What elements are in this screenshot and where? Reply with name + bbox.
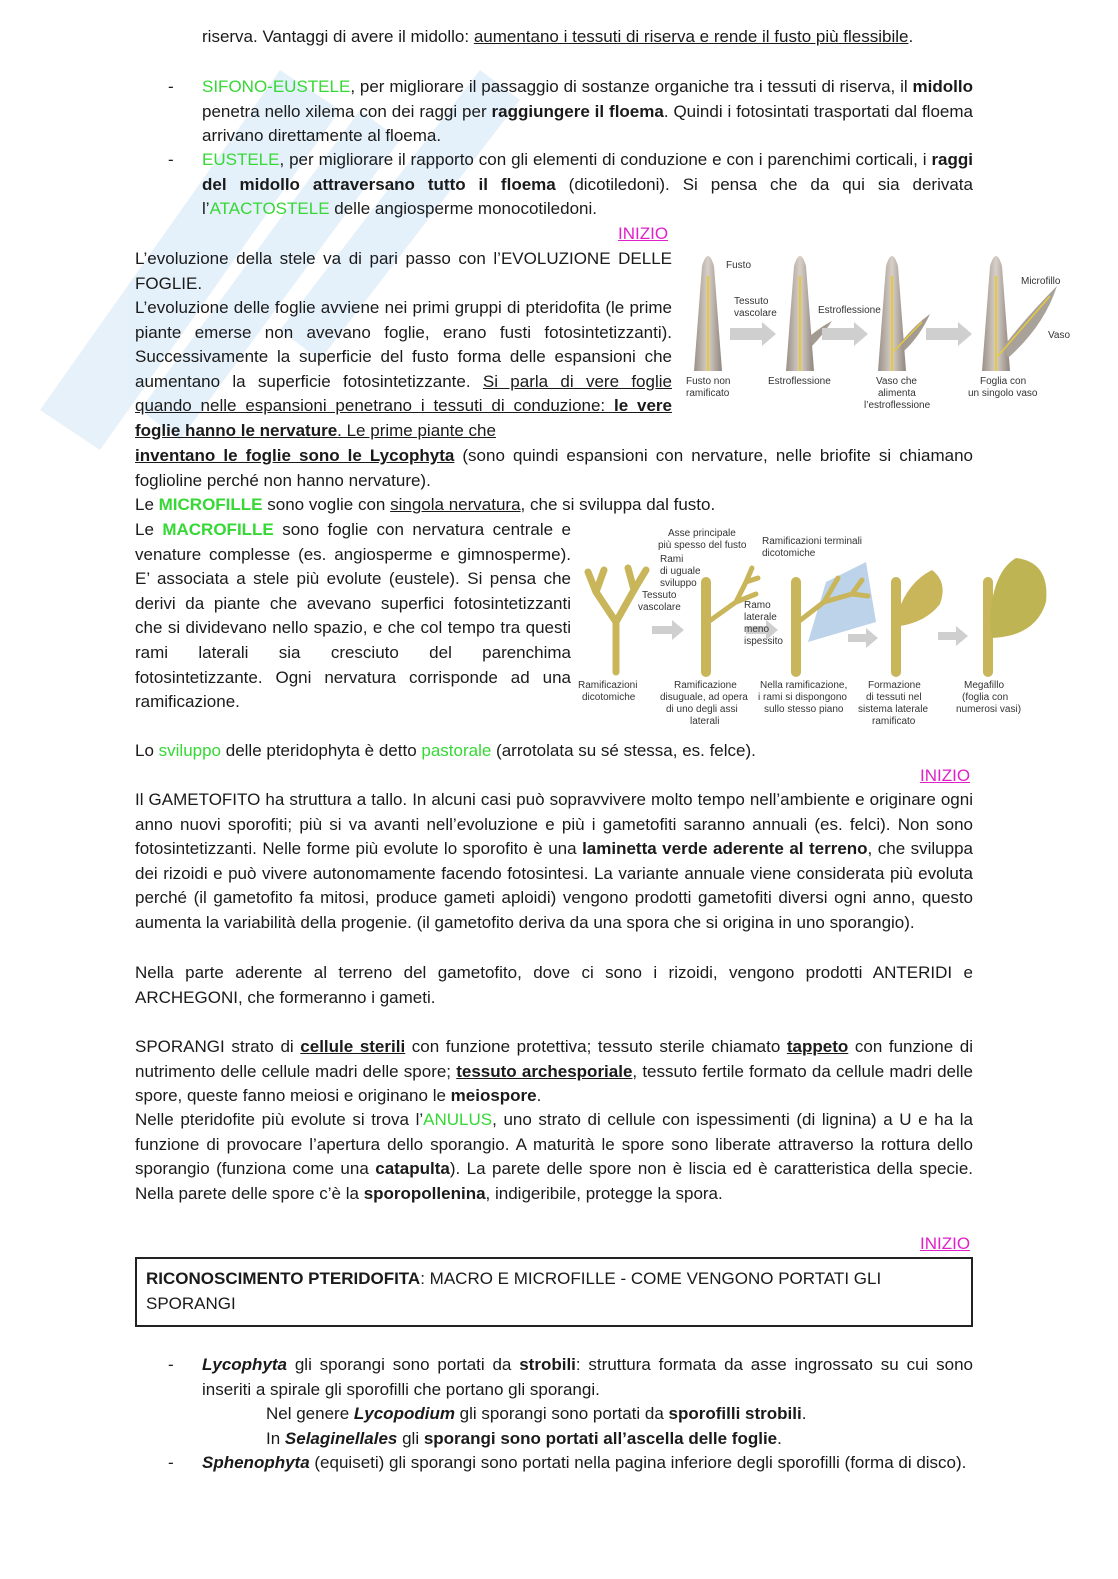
svg-text:ramificato: ramificato [686, 388, 730, 399]
svg-text:sistema laterale: sistema laterale [858, 704, 929, 715]
gametofito-paragraph: Il GAMETOFITO ha struttura a tallo. In alcuni casi può sopravvivere molto tempo nell’ambiente e originare ogni anno nuovi sporofiti; più si va avanti nell’evoluzione e più i gametofiti saranno annuali (es. felci). Non sono fotosintetizzanti. Nelle forme più evolute lo sporofito è una laminetta verde aderente al terreno, che sviluppa dei rizoidi e può vivere autonomamente facendo fotosintesi. La variante annuale viene considerata più evoluta perché (il gametofito fa mitosi, produce gameti aploidi) vengono prodotti gametofiti diversi ogni anno, questo aumenta la variabilità della progenie. (il gametofito deriva da una spora che si origina in uno sporangio). [135, 790, 973, 932]
svg-text:vascolare: vascolare [734, 308, 777, 319]
svg-text:meno: meno [744, 624, 770, 635]
stem-shape [988, 558, 1046, 672]
stem-shape [896, 570, 943, 672]
macrofille-paragraph: Le MACROFILLE sono foglie con nervatura centrale e venature complesse (es. angiosperme e gimnosperme). E’ associata a stele più evolute (eustele). Si pensa che derivi da piante che avevano superfici fotosintetizzanti che si dividevano nello spazio, e che col tempo tra questi rami laterali sia cresciuto del parenchima fotosintetizzante. Ogni nervatura corrisponde ad una ramificazione. [135, 520, 571, 712]
microfillo-figure [682, 246, 1074, 416]
svg-text:laterale: laterale [744, 612, 777, 623]
svg-text:Ramificazione: Ramificazione [674, 680, 737, 691]
svg-text:Foglia con: Foglia con [980, 376, 1027, 387]
inizio-link[interactable]: INIZIO [920, 766, 971, 785]
evolution-paragraph-2: L’evoluzione delle foglie avviene nei primi gruppi di pteridofita (le prime piante emerse non avevano foglie, erano fusti fotosintetizzanti). Successivamente la superficie del fusto forma delle espansioni che aumentano la superficie fotosintetizzante. Si parla di vere foglie quando nelle espansioni penetrano i tessuti di conduzione: le vere foglie hanno le nervature. Le prime piante che [135, 298, 672, 440]
svg-text:ispessito: ispessito [744, 636, 783, 647]
svg-text:ramificato: ramificato [872, 716, 916, 726]
svg-text:un singolo vaso: un singolo vaso [968, 388, 1038, 399]
svg-text:Megafillo: Megafillo [964, 680, 1005, 691]
sporangi-paragraph: SPORANGI strato di cellule sterili con funzione protettiva; tessuto sterile chiamato tappeto con funzione di nutrimento delle cellule madri delle spore; tessuto archesporiale, tessuto fertile formato da cellule madri delle spore, queste fanno meiosi e originano le meiospore. [135, 1037, 973, 1106]
svg-text:Tessuto: Tessuto [734, 296, 769, 307]
inizio-link[interactable]: INIZIO [618, 224, 669, 243]
inizio-link[interactable]: INIZIO [920, 1234, 971, 1253]
svg-text:Fusto: Fusto [726, 260, 752, 271]
lycophyta-item: Lycophyta gli sporangi sono portati da strobili: struttura formata da asse ingrossato su cui sono inseriti a spirale gli sporofilli che portano gli sporangi. [202, 1355, 973, 1399]
evolution-paragraph-2-cont: inventano le foglie sono le Lycophyta (sono quindi espansioni con nervature, nelle briofite si chiamano foglioline perché non hanno nervature). [135, 446, 973, 490]
svg-text:l’estroflessione: l’estroflessione [864, 400, 931, 411]
bullet-dash: - [168, 1453, 174, 1472]
svg-text:dicotomiche: dicotomiche [762, 548, 816, 559]
svg-text:numerosi vasi): numerosi vasi) [956, 704, 1022, 715]
svg-text:più spesso del fusto: più spesso del fusto [658, 540, 747, 551]
svg-text:Ramificazioni: Ramificazioni [578, 680, 638, 691]
bullet-sifono-eustele: SIFONO-EUSTELE, per migliorare il passaggio di sostanze organiche tra i tessuti di riserva, il midollo penetra nello xilema con dei raggi per raggiungere il floema. Quindi i fotosintati trasportati dal floema arrivano direttamente al floema. [202, 77, 973, 146]
svg-text:sviluppo: sviluppo [660, 578, 697, 589]
arrow-shape [652, 620, 968, 648]
svg-text:di tessuti nel: di tessuti nel [866, 692, 922, 703]
selaginellales-line: In Selaginellales gli sporangi sono portati all’ascella delle foglie. [266, 1429, 782, 1448]
svg-text:vascolare: vascolare [638, 602, 681, 613]
svg-text:Rami: Rami [660, 554, 684, 565]
arrow-shape [730, 322, 972, 346]
stem-shape [796, 562, 876, 672]
svg-text:Estroflessione: Estroflessione [768, 376, 831, 387]
dichotomous-branch-shape [588, 568, 646, 672]
svg-text:Formazione: Formazione [868, 680, 921, 691]
svg-text:Fusto non: Fusto non [686, 376, 731, 387]
megafillo-figure [576, 522, 1052, 726]
svg-text:di uguale: di uguale [660, 566, 701, 577]
svg-text:Tessuto: Tessuto [642, 590, 677, 601]
svg-text:dicotomiche: dicotomiche [582, 692, 636, 703]
bullet-dash: - [168, 150, 174, 169]
svg-text:disuguale, ad opera: disuguale, ad opera [660, 692, 748, 703]
microfille-line: Le MICROFILLE sono voglie con singola nervatura, che si sviluppa dal fusto. [135, 495, 716, 514]
svg-text:Ramificazioni terminali: Ramificazioni terminali [762, 536, 863, 547]
svg-text:Ramo: Ramo [744, 600, 771, 611]
lycopodium-line: Nel genere Lycopodium gli sporangi sono portati da sporofilli strobili. [266, 1404, 807, 1423]
svg-text:sullo stesso piano: sullo stesso piano [764, 704, 844, 715]
anteridi-paragraph: Nella parte aderente al terreno del gametofito, dove ci sono i rizoidi, vengono prodotti ANTERIDI e ARCHEGONI, che formeranno i gameti. [135, 963, 973, 1007]
svg-text:Vaso che: Vaso che [876, 376, 917, 387]
svg-text:(foglia con: (foglia con [962, 692, 1009, 703]
anulus-paragraph: Nelle pteridofite più evolute si trova l’ANULUS, uno strato di cellule con ispessimenti (di lignina) a U e ha la funzione di provocare l’apertura dello sporangio. A maturità le spore sono liberate attraverso la rottura dello sporangio (funziona come una catapulta). La parete delle spore non è liscia ed è caratteristica della specie. Nella parete delle spore c’è la sporopollenina, indigeribile, protegge la spora. [135, 1110, 973, 1203]
svg-text:Asse principale: Asse principale [668, 528, 736, 539]
svg-text:i rami si dispongono: i rami si dispongono [758, 692, 847, 703]
bullet-eustele: EUSTELE, per migliorare il rapporto con gli elementi di conduzione e con i parenchimi corticali, i raggi del midollo attraversano tutto il floema (dicotiledoni). Si pensa che da qui sia derivata l’ATACTOSTELE delle angiosperme monocotiledoni. [202, 150, 973, 219]
svg-text:alimenta: alimenta [878, 388, 916, 399]
intro-paragraph: riserva. Vantaggi di avere il midollo: aumentano i tessuti di riserva e rende il fusto più flessibile. [202, 27, 914, 46]
svg-text:Microfillo: Microfillo [1021, 276, 1061, 287]
svg-text:Vaso: Vaso [1048, 330, 1071, 341]
stem-shape [694, 256, 722, 371]
sviluppo-line: Lo sviluppo delle pteridophyta è detto pastorale (arrotolata su sé stessa, es. felce). [135, 741, 756, 760]
svg-text:Estroflessione: Estroflessione [818, 305, 881, 316]
evolution-paragraph-1: L’evoluzione della stele va di pari passo con l’EVOLUZIONE DELLE FOGLIE. [135, 249, 672, 293]
stem-shape [878, 256, 930, 371]
stem-shape [982, 256, 1057, 371]
svg-text:Nella ramificazione,: Nella ramificazione, [760, 680, 848, 691]
svg-text:di uno degli assi: di uno degli assi [666, 704, 738, 715]
recognition-box: RICONOSCIMENTO PTERIDOFITA: MACRO E MICROFILLE - COME VENGONO PORTATI GLI SPORANGI [135, 1257, 973, 1327]
bullet-dash: - [168, 1355, 174, 1374]
sphenophyta-item: Sphenophyta (equiseti) gli sporangi sono portati nella pagina inferiore degli sporofilli (forma di disco). [202, 1453, 967, 1472]
bullet-dash: - [168, 77, 174, 96]
svg-text:laterali: laterali [690, 716, 720, 726]
